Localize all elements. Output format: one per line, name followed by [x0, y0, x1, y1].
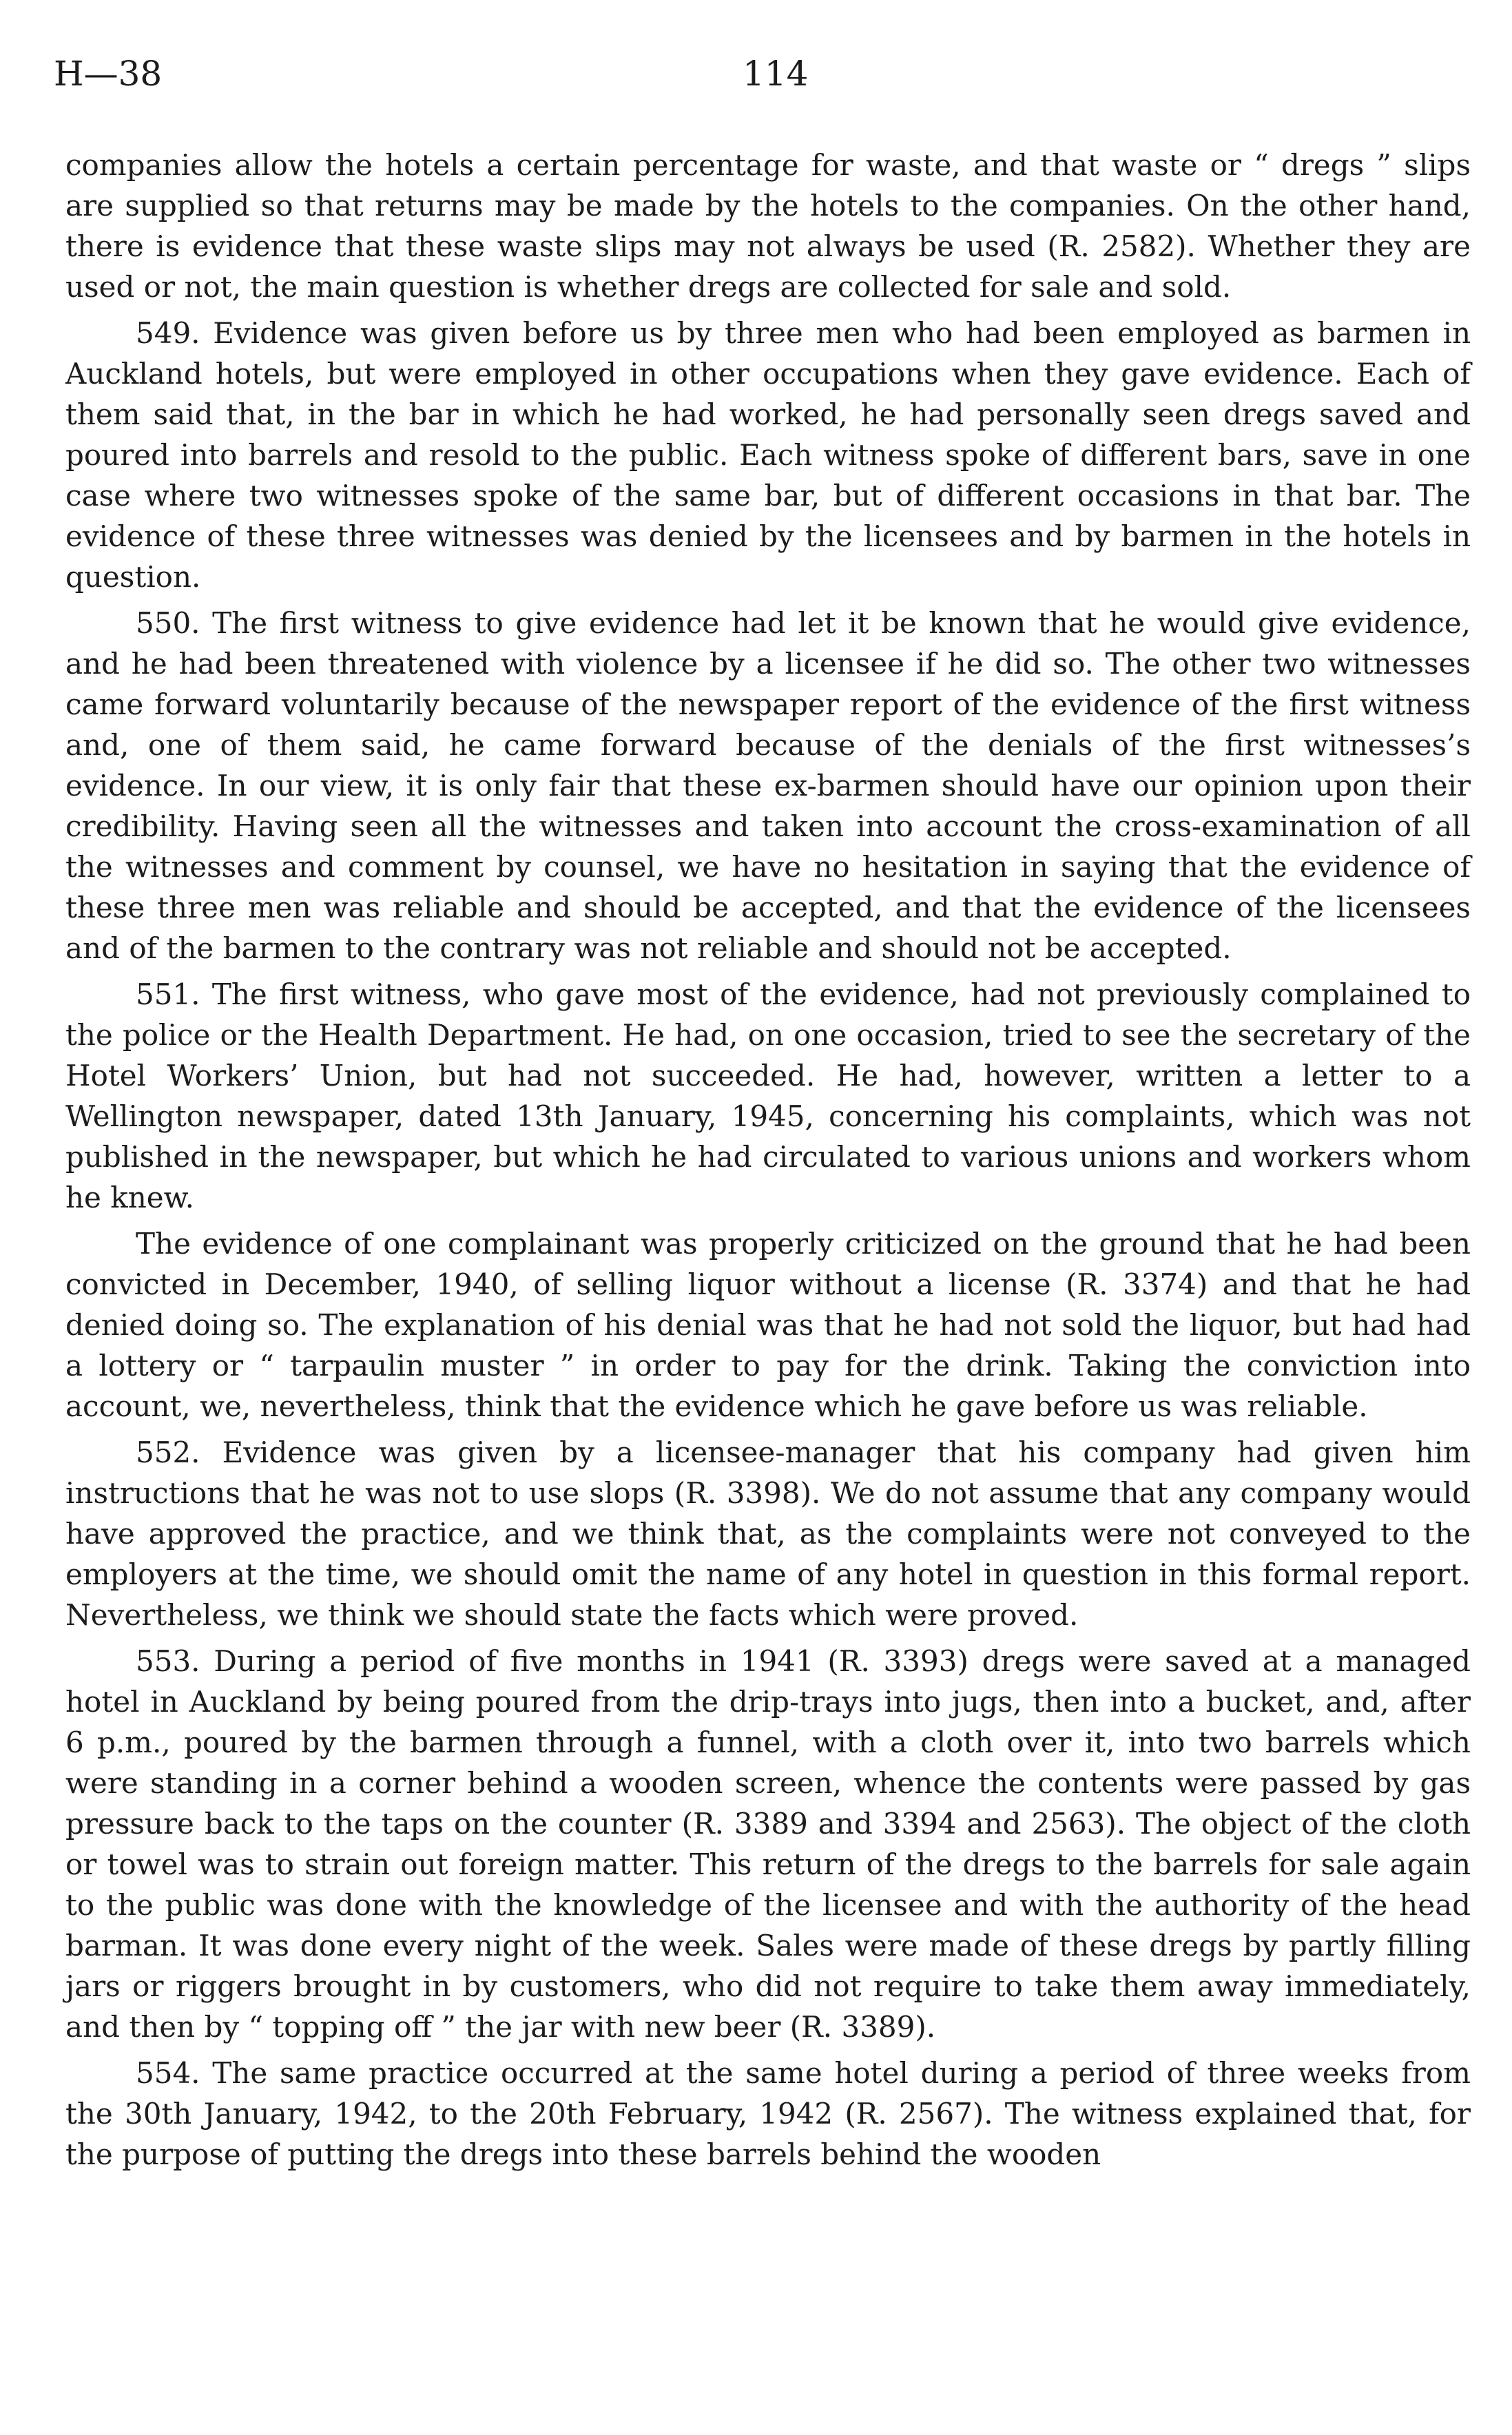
body-text — [65, 145, 1471, 2180]
paragraph-553: 553. During a period of five months in 1941 (R. 3393) dregs were saved at a managed hotel in Auckland by being poured from the drip-trays into jugs, then into a bucket, and, after 6 p.m., poured by the barmen through a funnel, with a cloth over it, into two barrels which were standing in a corner behind a wooden screen, whence the contents were passed by gas pressure back to the taps on the counter (R. 3389 and 3394 and 2563). The object of the cloth or towel was to strain out foreign matter. This return of the dregs to the barrels for sale again to the public was done with the knowledge of the licensee and with the authority of the head barman. It was done every night of the week. Sales were made of these dregs by partly filling jars or riggers brought in by customers, who did not require to take them away immediately, and then by “ topping off ” the jar with new beer (R. 3389). — [65, 1644, 1471, 2044]
paragraph-549: 549. Evidence was given before us by three men who had been employed as barmen in Auckland hotels, but were employed in other occupations when they gave evidence. Each of them said that, in the bar in which he had worked, he had personally seen dregs saved and poured into barrels and resold to the public. Each witness spoke of different bars, save in one case where two witnesses spoke of the same bar, but of different occasions in that bar. The evidence of these three witnesses was denied by the licensees and by barmen in the hotels in question. — [65, 316, 1471, 594]
paragraph-continued: companies allow the hotels a certain percentage for waste, and that waste or “ dregs ” slips are supplied so that returns may be made by the hotels to the companies. On the other hand, there is evidence that these waste slips may not always be used (R. 2582). Whether they are used or not, the main question is whether dregs are collected for sale and sold. — [65, 148, 1471, 304]
page-number: 114 — [743, 54, 809, 94]
paragraph-551: 551. The first witness, who gave most of the evidence, had not previously complained to the police or the Health Department. He had, on one occasion, tried to see the secretary of the Hotel Workers’ Union, but had not succeeded. He had, however, written a letter to a Wellington newspaper, dated 13th January, 1945, concerning his complaints, which was not published in the newspaper, but which he had circulated to various unions and workers whom he knew. — [65, 977, 1471, 1214]
paragraph-552: 552. Evidence was given by a licensee-manager that his company had given him instructions that he was not to use slops (R. 3398). We do not assume that any company would have approved the practice, and we think that, as the complaints were not conveyed to the employers at the time, we should omit the name of any hotel in question in this formal report. Nevertheless, we think we should state the facts which were proved. — [65, 1436, 1471, 1632]
paragraph-554: 554. The same practice occurred at the same hotel during a period of three weeks from the 30th January, 1942, to the 20th February, 1942 (R. 2567). The witness explained that, for the purpose of putting the dregs into these barrels behind the wooden — [65, 2056, 1471, 2171]
document-reference: H—38 — [54, 54, 163, 94]
paragraph-550: 550. The first witness to give evidence had let it be known that he would give evidence, and he had been threatened with violence by a licensee if he did so. The other two witnesses came forward voluntarily because of the newspaper report of the evidence of the first witness and, one of them said, he came forward because of the denials of the first witnesses’s evidence. In our view, it is only fair that these ex-barmen should have our opinion upon their credibility. Having seen all the witnesses and taken into account the cross-examination of all the witnesses and comment by counsel, we have no hesitation in saying that the evidence of these three men was reliable and should be accepted, and that the evidence of the licensees and of the barmen to the contrary was not reliable and should not be accepted. — [65, 606, 1471, 965]
paragraph-551-continued: The evidence of one complainant was properly criticized on the ground that he had been convicted in December, 1940, of selling liquor without a license (R. 3374) and that he had denied doing so. The explanation of his denial was that he had not sold the liquor, but had had a lottery or “ tarpaulin muster ” in order to pay for the drink. Taking the conviction into account, we, nevertheless, think that the evidence which he gave before us was reliable. — [65, 1227, 1471, 1423]
page-header — [54, 54, 1487, 109]
